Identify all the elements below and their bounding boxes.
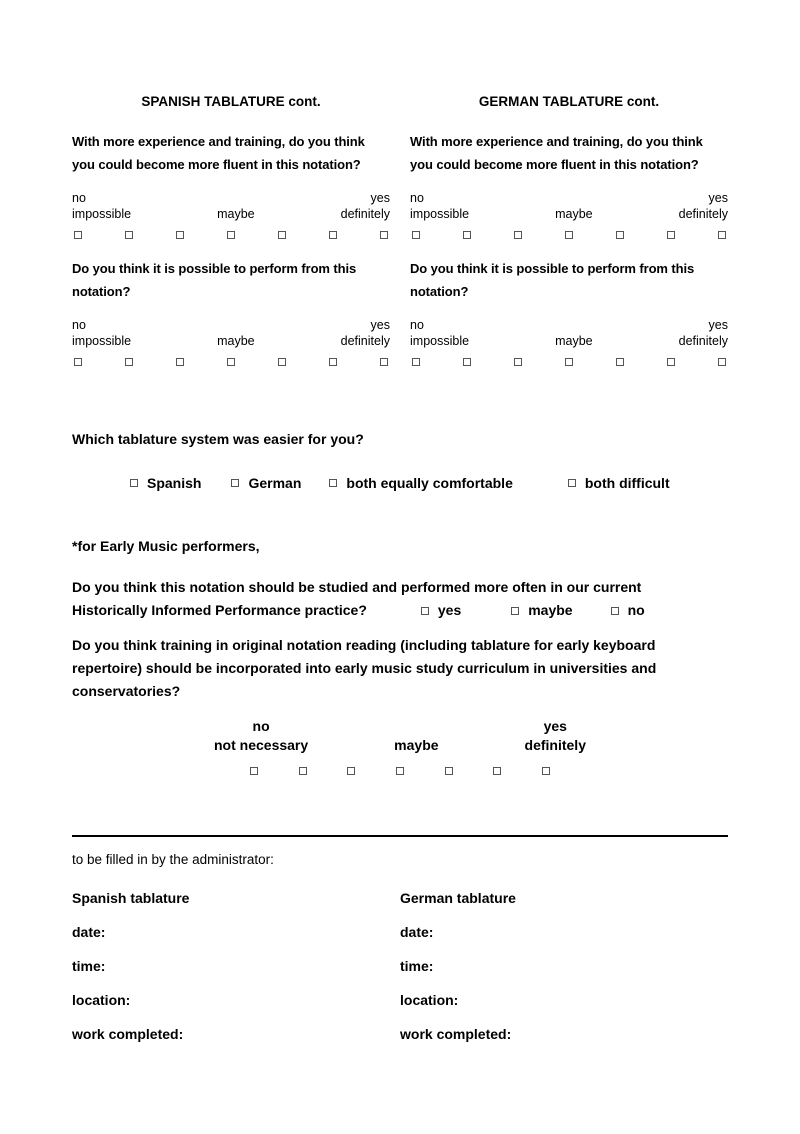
checkbox-icon[interactable] — [421, 607, 429, 615]
scale-checkbox-1[interactable] — [412, 231, 420, 239]
scale-label-yes: yes — [708, 318, 728, 332]
scale-label-no: no — [410, 191, 424, 205]
scale-label-not-necessary: not necessary — [214, 737, 309, 753]
scale-checkbox-3[interactable] — [176, 358, 184, 366]
scale-checkbox-6[interactable] — [329, 358, 337, 366]
admin-date-label: date: — [400, 924, 434, 940]
scale-checkbox-3[interactable] — [176, 231, 184, 239]
scale-checkbox-3[interactable] — [347, 767, 355, 775]
option-no-label: no — [627, 602, 645, 618]
german-perform-scale — [410, 317, 728, 366]
spanish-fluency-scale — [72, 190, 390, 239]
scale-anchor-row — [410, 190, 728, 206]
scale-checkbox-7[interactable] — [380, 231, 388, 239]
scale-label-maybe-stack — [394, 715, 438, 755]
scale-anchor-row — [410, 317, 728, 333]
scale-label-yes: yes — [543, 718, 567, 734]
scale-checkbox-1[interactable] — [74, 231, 82, 239]
scale-checkbox-2[interactable] — [125, 231, 133, 239]
checkbox-icon[interactable] — [511, 607, 519, 615]
scale-label-no: no — [72, 191, 86, 205]
scale-checkbox-5[interactable] — [278, 358, 286, 366]
scale-checkbox-5[interactable] — [278, 231, 286, 239]
scale-label-yes: yes — [370, 318, 390, 332]
german-perform-question: Do you think it is possible to perform from this notation? — [410, 261, 695, 299]
scale-label-impossible: impossible — [410, 334, 470, 348]
scale-checkbox-6[interactable] — [329, 231, 337, 239]
curriculum-question: Do you think training in original notation reading (including tablature for early keyboard repertoire) should be incorporated into early music study curriculum in universities and conservatories? — [72, 637, 657, 699]
scale-checkbox-row — [72, 358, 390, 366]
scale-checkbox-4[interactable] — [227, 231, 235, 239]
scale-label-no: no — [252, 718, 270, 734]
admin-location-label: location: — [400, 992, 459, 1008]
scale-label-maybe: maybe — [394, 737, 439, 753]
admin-work-completed-label: work completed: — [72, 1026, 184, 1042]
option-spanish-label: Spanish — [147, 475, 202, 491]
admin-grid — [72, 890, 728, 1060]
spanish-column-title: SPANISH TABLATURE cont. — [141, 94, 321, 109]
section-divider — [72, 835, 728, 837]
scale-anchor-row — [72, 190, 390, 206]
scale-label-yes: yes — [370, 191, 390, 205]
scale-label-impossible: impossible — [72, 207, 132, 221]
admin-location-label: location: — [72, 992, 131, 1008]
hip-question-line2: Historically Informed Performance practice? — [72, 602, 367, 618]
spanish-perform-scale — [72, 317, 390, 366]
german-column — [410, 94, 728, 384]
scale-label-maybe: maybe — [217, 207, 255, 221]
easier-question: Which tablature system was easier for you? — [72, 431, 364, 447]
scale-checkbox-4[interactable] — [396, 767, 404, 775]
curriculum-scale-labels — [214, 715, 586, 755]
scale-label-row — [410, 206, 728, 222]
scale-checkbox-3[interactable] — [514, 231, 522, 239]
option-both-comfortable[interactable] — [329, 475, 512, 491]
option-german-label: German — [248, 475, 302, 491]
scale-label-no: no — [410, 318, 424, 332]
scale-checkbox-7[interactable] — [542, 767, 550, 775]
option-yes[interactable] — [421, 599, 461, 622]
german-fluency-question: With more experience and training, do you think you could become more fluent in this notation? — [410, 134, 703, 172]
scale-label-maybe: maybe — [217, 334, 255, 348]
scale-checkbox-2[interactable] — [125, 358, 133, 366]
scale-checkbox-5[interactable] — [616, 231, 624, 239]
scale-checkbox-6[interactable] — [493, 767, 501, 775]
option-spanish[interactable] — [130, 475, 201, 491]
checkbox-icon[interactable] — [611, 607, 619, 615]
checkbox-icon[interactable] — [231, 479, 239, 487]
spanish-perform-question: Do you think it is possible to perform from this notation? — [72, 261, 357, 299]
scale-checkbox-7[interactable] — [380, 358, 388, 366]
scale-label-no: no — [72, 318, 86, 332]
easier-options-row — [72, 475, 728, 491]
admin-german-title: German tablature — [400, 890, 516, 906]
scale-label-impossible: impossible — [410, 207, 470, 221]
scale-label-definitely: definitely — [678, 207, 728, 221]
scale-checkbox-7[interactable] — [718, 358, 726, 366]
early-music-note: *for Early Music performers, — [72, 538, 260, 554]
admin-spanish-title: Spanish tablature — [72, 890, 190, 906]
option-maybe-label: maybe — [528, 602, 573, 618]
scale-checkbox-6[interactable] — [667, 358, 675, 366]
german-fluency-scale — [410, 190, 728, 239]
scale-label-maybe: maybe — [555, 207, 593, 221]
scale-checkbox-1[interactable] — [412, 358, 420, 366]
scale-checkbox-3[interactable] — [514, 358, 522, 366]
scale-label-row — [72, 206, 390, 222]
tablature-columns — [72, 94, 728, 384]
german-column-title: GERMAN TABLATURE cont. — [478, 94, 660, 109]
scale-label-impossible: impossible — [72, 334, 132, 348]
scale-checkbox-5[interactable] — [445, 767, 453, 775]
option-both-difficult[interactable] — [568, 475, 670, 491]
scale-checkbox-6[interactable] — [667, 231, 675, 239]
scale-label-no-stack — [214, 715, 308, 755]
checkbox-icon[interactable] — [329, 479, 337, 487]
scale-label-row — [410, 333, 728, 349]
admin-german-column — [400, 890, 728, 1060]
admin-time-label: time: — [72, 958, 106, 974]
scale-label-yes: yes — [708, 191, 728, 205]
option-no[interactable] — [611, 599, 645, 622]
scale-checkbox-7[interactable] — [718, 231, 726, 239]
scale-checkbox-row — [410, 358, 728, 366]
admin-work-completed-label: work completed: — [400, 1026, 512, 1042]
curriculum-scale — [214, 715, 586, 775]
scale-label-yes-stack — [525, 715, 586, 755]
scale-checkbox-1[interactable] — [250, 767, 258, 775]
checkbox-icon[interactable] — [568, 479, 576, 487]
scale-checkbox-4[interactable] — [565, 231, 573, 239]
scale-checkbox-4[interactable] — [227, 358, 235, 366]
scale-checkbox-4[interactable] — [565, 358, 573, 366]
scale-label-row — [72, 333, 390, 349]
curriculum-checkbox-row — [250, 767, 550, 775]
scale-label-definitely: definitely — [340, 207, 390, 221]
spanish-column — [72, 94, 390, 384]
scale-label-definitely: definitely — [340, 334, 390, 348]
scale-checkbox-2[interactable] — [299, 767, 307, 775]
scale-label-maybe: maybe — [555, 334, 593, 348]
hip-question-line1: Do you think this notation should be studied and performed more often in our current — [72, 579, 642, 595]
admin-date-label: date: — [72, 924, 106, 940]
option-maybe[interactable] — [511, 599, 572, 622]
admin-spanish-column — [72, 890, 400, 1060]
scale-checkbox-2[interactable] — [463, 358, 471, 366]
option-yes-label: yes — [437, 602, 462, 618]
scale-checkbox-row — [410, 231, 728, 239]
scale-label-definitely: definitely — [524, 737, 586, 753]
option-both-comfortable-label: both equally comfortable — [346, 475, 513, 491]
scale-checkbox-2[interactable] — [463, 231, 471, 239]
admin-intro: to be filled in by the administrator: — [72, 852, 274, 867]
scale-checkbox-5[interactable] — [616, 358, 624, 366]
checkbox-icon[interactable] — [130, 479, 138, 487]
scale-label-definitely: definitely — [678, 334, 728, 348]
spanish-fluency-question: With more experience and training, do you think you could become more fluent in this notation? — [72, 134, 365, 172]
option-both-difficult-label: both difficult — [584, 475, 670, 491]
scale-anchor-row — [72, 317, 390, 333]
scale-checkbox-row — [72, 231, 390, 239]
scale-checkbox-1[interactable] — [74, 358, 82, 366]
option-german[interactable] — [231, 475, 301, 491]
admin-time-label: time: — [400, 958, 434, 974]
hip-question-row — [72, 599, 728, 622]
